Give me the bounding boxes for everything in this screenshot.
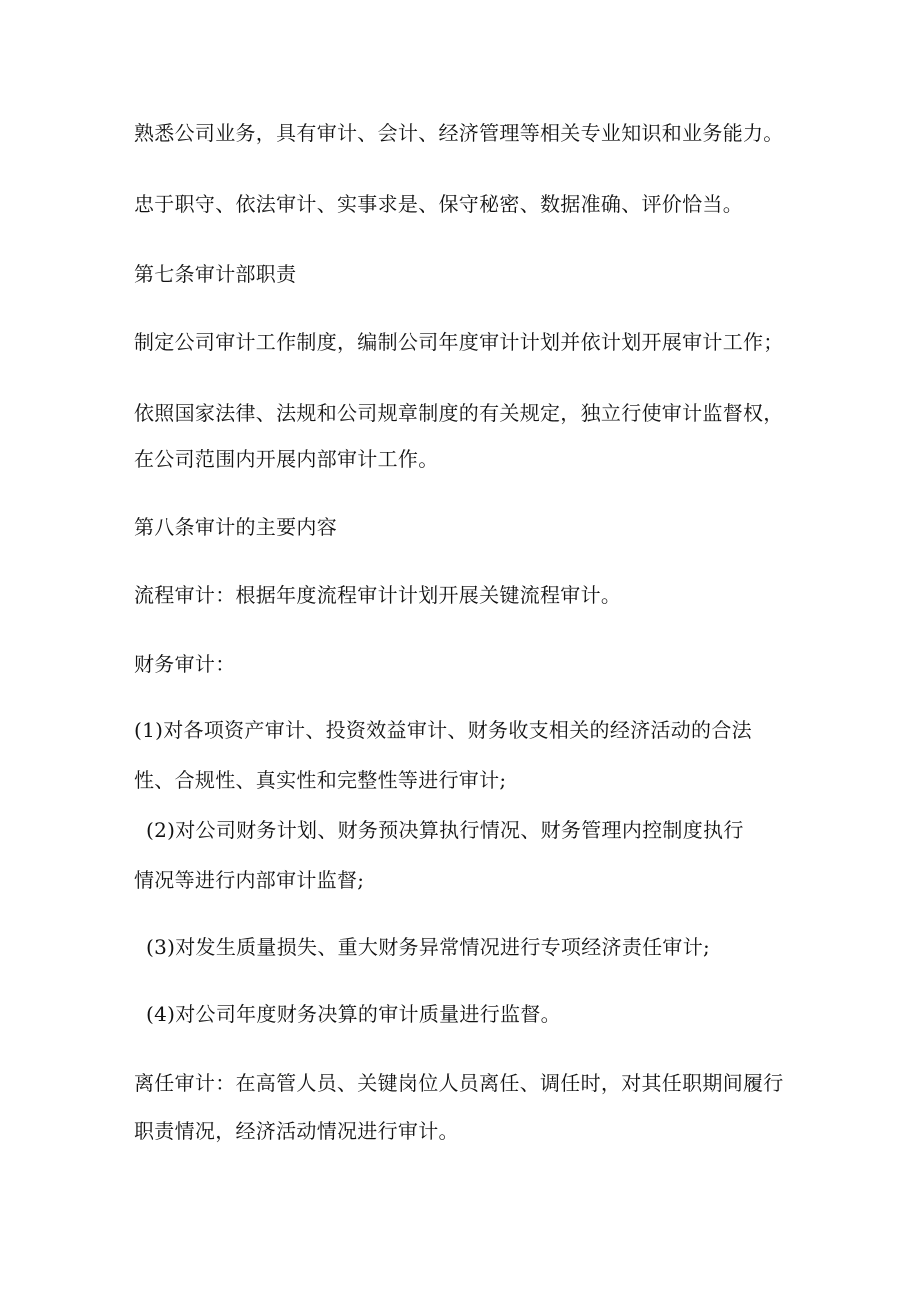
list-item-1-line1: (1)对各项资产审计、投资效益审计、财务收支相关的经济活动的合法 [134, 718, 752, 742]
paragraph-audit-authority-line2: 在公司范围内开展内部审计工作。 [134, 447, 439, 471]
paragraph-audit-system: 制定公司审计工作制度，编制公司年度审计计划并依计划开展审计工作； [134, 330, 784, 354]
paragraph-financial-audit: 财务审计： [134, 652, 236, 676]
list-item-2-line2: 情况等进行内部审计监督; [134, 868, 365, 892]
article-7-heading: 第七条审计部职责 [134, 262, 297, 286]
paragraph-departure-audit-line1: 离任审计：在高管人员、关键岗位人员离任、调任时，对其任职期间履行 [134, 1071, 784, 1095]
list-item-4: (4)对公司年度财务决算的审计质量进行监督。 [146, 1002, 561, 1026]
paragraph-auditor-knowledge: 熟悉公司业务，具有审计、会计、经济管理等相关专业知识和业务能力。 [134, 121, 784, 145]
paragraph-departure-audit-line2: 职责情况，经济活动情况进行审计。 [134, 1119, 459, 1143]
list-item-3: (3)对发生质量损失、重大财务异常情况进行专项经济责任审计; [146, 935, 711, 959]
list-item-2-line1: (2)对公司财务计划、财务预决算执行情况、财务管理内控制度执行 [146, 818, 744, 842]
paragraph-auditor-conduct: 忠于职守、依法审计、实事求是、保守秘密、数据准确、评价恰当。 [134, 192, 743, 216]
list-item-1-line2: 性、合规性、真实性和完整性等进行审计; [134, 768, 507, 792]
paragraph-audit-authority-line1: 依照国家法律、法规和公司规章制度的有关规定，独立行使审计监督权， [134, 401, 784, 425]
article-8-heading: 第八条审计的主要内容 [134, 515, 337, 539]
paragraph-process-audit: 流程审计：根据年度流程审计计划开展关键流程审计。 [134, 583, 622, 607]
